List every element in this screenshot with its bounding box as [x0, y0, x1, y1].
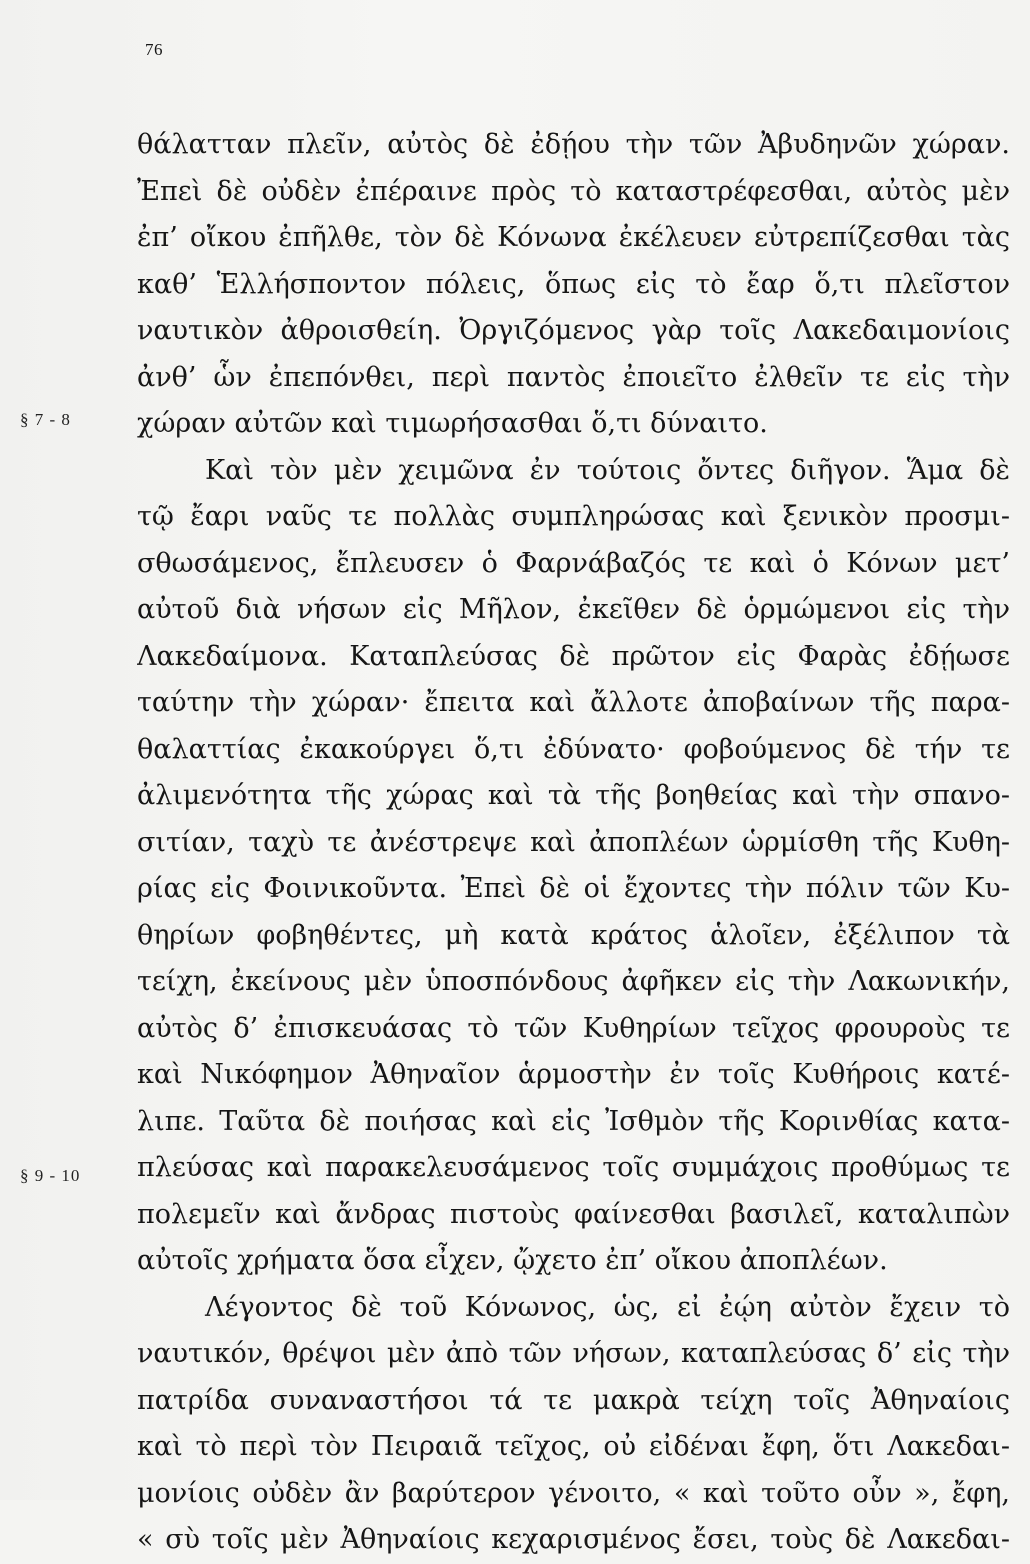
- text-line: αὐτοῦ διὰ νήσων εἰς Μῆλον, ἐκεῖθεν δὲ ὁρμώμενοι εἰς τὴν: [137, 594, 1010, 625]
- text-line: ἐπ’ οἴκου ἐπῆλθε, τὸν δὲ Κόνωνα ἐκέλευεν εὐτρεπίζεσθαι τὰς: [137, 222, 1010, 253]
- text-line: ταύτην τὴν χώραν· ἔπειτα καὶ ἄλλοτε ἀποβαίνων τῆς παρα-: [137, 687, 1010, 718]
- text-line: ναυτικόν, θρέψοι μὲν ἀπὸ τῶν νήσων, καταπλεύσας δ’ εἰς τὴν: [137, 1338, 1010, 1369]
- text-line: τείχη, ἐκείνους μὲν ὑποσπόνδους ἀφῆκεν εἰς τὴν Λακωνικήν,: [137, 966, 1010, 997]
- page-number: 76: [145, 40, 163, 59]
- text-line: Καὶ τὸν μὲν χειμῶνα ἐν τούτοις ὄντες διῆγον. Ἅμα δὲ: [205, 454, 1010, 486]
- text-line: ἀνθ’ ὧν ἐπεπόνθει, περὶ παντὸς ἐποιεῖτο ἐλθεῖν τε εἰς τὴν: [137, 361, 1010, 393]
- text-line: χώραν αὐτῶν καὶ τιμωρήσασθαι ὅ,τι δύναιτο.: [137, 408, 768, 439]
- text-line: θαλαττίας ἐκακούργει ὅ,τι ἐδύνατο· φοβούμενος δὲ τήν τε: [137, 733, 1010, 765]
- text-line: ρίας εἰς Φοινικοῦντα. Ἐπεὶ δὲ οἱ ἔχοντες τὴν πόλιν τῶν Κυ-: [137, 873, 1010, 904]
- text-line: αὐτὸς δ’ ἐπισκευάσας τὸ τῶν Κυθηρίων τεῖχος φρουροὺς τε: [137, 1012, 1010, 1044]
- text-line: σιτίαν, ταχὺ τε ἀνέστρεψε καὶ ἀποπλέων ὡρμίσθη τῆς Κυθη-: [137, 826, 1010, 858]
- text-line: Λακεδαίμονα. Καταπλεύσας δὲ πρῶτον εἰς Φαρὰς ἐδῄωσε: [137, 640, 1010, 672]
- text-line: τῷ ἔαρι ναῦς τε πολλὰς συμπληρώσας καὶ ξενικὸν προσμι-: [137, 501, 1010, 532]
- main-text: [137, 122, 1010, 1564]
- text-line: « σὺ τοῖς μὲν Ἀθηναίοις κεχαρισμένος ἔσει, τοὺς δὲ Λακεδαι-: [137, 1524, 1010, 1555]
- section-marker-7-8: § 7 - 8: [20, 410, 71, 429]
- text-line: λιπε. Ταῦτα δὲ ποιήσας καὶ εἰς Ἰσθμὸν τῆς Κορινθίας κατα-: [137, 1105, 1010, 1137]
- text-line: Λέγοντος δὲ τοῦ Κόνωνος, ὡς, εἰ ἐῴη αὐτὸν ἔχειν τὸ: [205, 1291, 1010, 1323]
- text-line: θάλατταν πλεῖν, αὐτὸς δὲ ἐδῄου τὴν τῶν Ἀβυδηνῶν χώραν.: [137, 129, 1010, 160]
- text-line: καθ’ Ἑλλήσποντον πόλεις, ὅπως εἰς τὸ ἔαρ ὅ,τι πλεῖστον: [137, 268, 1010, 300]
- text-line: καὶ Νικόφημον Ἀθηναῖον ἁρμοστὴν ἐν τοῖς Κυθήροις κατέ-: [137, 1059, 1010, 1090]
- section-marker-9-10: § 9 - 10: [20, 1166, 81, 1185]
- text-line: σθωσάμενος, ἔπλευσεν ὁ Φαρνάβαζός τε καὶ ὁ Κόνων μετ’: [137, 547, 1010, 579]
- text-line: καὶ τὸ περὶ τὸν Πειραιᾶ τεῖχος, οὐ εἰδέναι ἔφη, ὅτι Λακεδαι-: [137, 1431, 1010, 1462]
- text-line: αὐτοῖς χρήματα ὅσα εἶχεν, ᾤχετο ἐπ’ οἴκου ἀποπλέων.: [137, 1245, 888, 1276]
- text-line: ἀλιμενότητα τῆς χώρας καὶ τὰ τῆς βοηθείας καὶ τὴν σπανο-: [137, 780, 1010, 811]
- text-line: ναυτικὸν ἀθροισθείη. Ὀργιζόμενος γὰρ τοῖς Λακεδαιμονίοις: [137, 315, 1010, 346]
- text-line: μονίοις οὐδὲν ἂν βαρύτερον γένοιτο, « καὶ τοῦτο οὖν », ἔφη,: [137, 1477, 1010, 1509]
- text-line: πλεύσας καὶ παρακελευσάμενος τοῖς συμμάχοις προθύμως τε: [137, 1152, 1010, 1183]
- text-line: θηρίων φοβηθέντες, μὴ κατὰ κράτος ἁλοῖεν, ἐξέλιπον τὰ: [137, 919, 1010, 951]
- text-line: πατρίδα συναναστήσοι τά τε μακρὰ τείχη τοῖς Ἀθηναίοις: [137, 1384, 1010, 1416]
- text-line: Ἐπεὶ δὲ οὐδὲν ἐπέραινε πρὸς τὸ καταστρέφεσθαι, αὐτὸς μὲν: [137, 175, 1010, 207]
- text-line: πολεμεῖν καὶ ἄνδρας πιστοὺς φαίνεσθαι βασιλεῖ, καταλιπὼν: [137, 1198, 1010, 1230]
